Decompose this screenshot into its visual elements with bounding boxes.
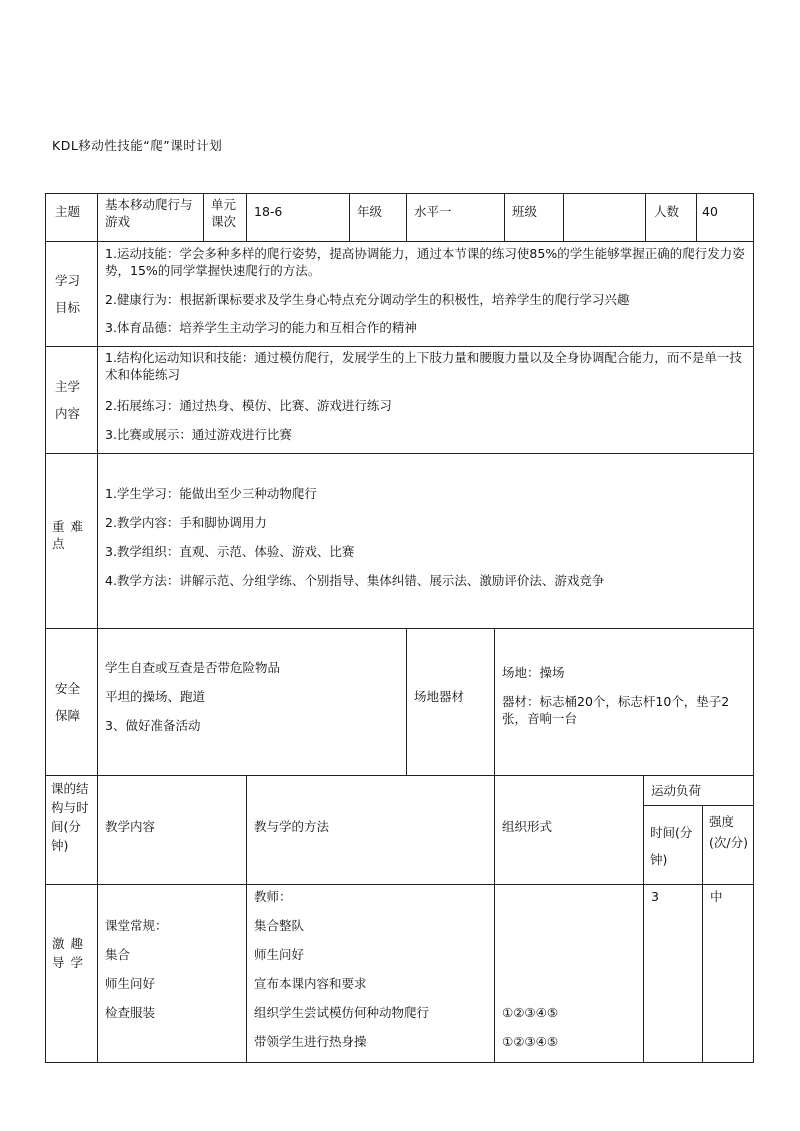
teaching-content-header: 教学内容 <box>105 819 156 834</box>
count-value: 40 <box>702 204 718 219</box>
content-item-2: 2.拓展练习：通过热身、模仿、比赛、游戏进行练习 <box>105 398 392 413</box>
goal-item-1: 1.运动技能：学会多种多样的爬行姿势，提高协调能力，通过本节课的练习使85%的学生能够掌握正确的爬行发力姿势，15%的同学掌握快速爬行的方法。 <box>105 246 745 278</box>
content-line-3: 师生问好 <box>105 976 156 991</box>
safety-label: 安全保障 <box>55 681 81 723</box>
document-title: KDL移动性技能“爬”课时计划 <box>52 138 223 153</box>
exercise-load-header: 运动负荷 <box>651 783 702 798</box>
structure-time-header: 课的结构与时间(分钟) <box>51 781 89 853</box>
content-line-2: 集合 <box>105 947 131 962</box>
organization-line-2: ①②③④⑤ <box>502 1034 559 1049</box>
safety-item-3: 3、做好准备活动 <box>105 718 201 733</box>
method-line-1: 教师： <box>254 889 292 904</box>
keypoint-item-3: 3.教学组织：直观、示范、体验、游戏、比赛 <box>105 544 355 559</box>
safety-item-1: 学生自查或互查是否带危险物品 <box>105 660 281 675</box>
section-intensity-value: 中 <box>710 889 723 904</box>
content-label: 主学内容 <box>55 379 81 421</box>
section-label-motivation: 激趣导学 <box>52 936 90 970</box>
keypoints-label: 重难点 <box>52 519 90 551</box>
goal-item-3: 3.体育品德：培养学生主动学习的能力和互相合作的精神 <box>105 320 417 335</box>
intensity-header: 强度(次/分) <box>709 814 748 850</box>
method-line-5: 组织学生尝试模仿何种动物爬行 <box>254 1005 430 1020</box>
goal-item-2: 2.健康行为：根据新课标要求及学生身心特点充分调动学生的积极性，培养学生的爬行学习兴趣 <box>105 292 630 307</box>
goals-label: 学习目标 <box>55 273 81 315</box>
teaching-methods-header: 教与学的方法 <box>254 819 330 834</box>
keypoint-item-2: 2.教学内容：手和脚协调用力 <box>105 515 267 530</box>
unit-label: 单元课次 <box>211 197 237 229</box>
unit-value: 18-6 <box>254 204 283 219</box>
class-label: 班级 <box>512 204 538 219</box>
keypoint-item-4: 4.教学方法：讲解示范、分组学练、个别指导、集体纠错、展示法、激励评价法、游戏竞争 <box>105 573 605 588</box>
section-time-value: 3 <box>651 889 659 904</box>
count-label: 人数 <box>654 204 680 219</box>
content-item-1: 1.结构化运动知识和技能：通过模仿爬行，发展学生的上下肢力量和腰腹力量以及全身协调配合能力，而不是单一技术和体能练习 <box>105 350 742 382</box>
method-line-3: 师生问好 <box>254 947 305 962</box>
venue-label: 场地器材 <box>414 689 465 704</box>
content-item-3: 3.比赛或展示：通过游戏进行比赛 <box>105 427 292 442</box>
theme-value: 基本移动爬行与游戏 <box>105 197 193 229</box>
grade-value: 水平一 <box>414 204 452 219</box>
venue-equipment: 器材：标志桶20个，标志杆10个，垫子2张，音响一台 <box>502 694 730 726</box>
keypoint-item-1: 1.学生学习：能做出至少三种动物爬行 <box>105 486 317 501</box>
organization-line-1: ①②③④⑤ <box>502 1005 559 1020</box>
method-line-6: 带领学生进行热身操 <box>254 1034 367 1049</box>
safety-item-2: 平坦的操场、跑道 <box>105 689 206 704</box>
theme-label: 主题 <box>55 204 81 219</box>
grade-label: 年级 <box>357 204 383 219</box>
content-line-1: 课堂常规： <box>105 918 168 933</box>
content-line-4: 检查服装 <box>105 1005 156 1020</box>
venue-site: 场地：操场 <box>502 665 565 680</box>
method-line-4: 宣布本课内容和要求 <box>254 976 367 991</box>
method-line-2: 集合整队 <box>254 918 305 933</box>
organization-header: 组织形式 <box>502 819 553 834</box>
time-minutes-header: 时间(分钟) <box>650 825 693 867</box>
